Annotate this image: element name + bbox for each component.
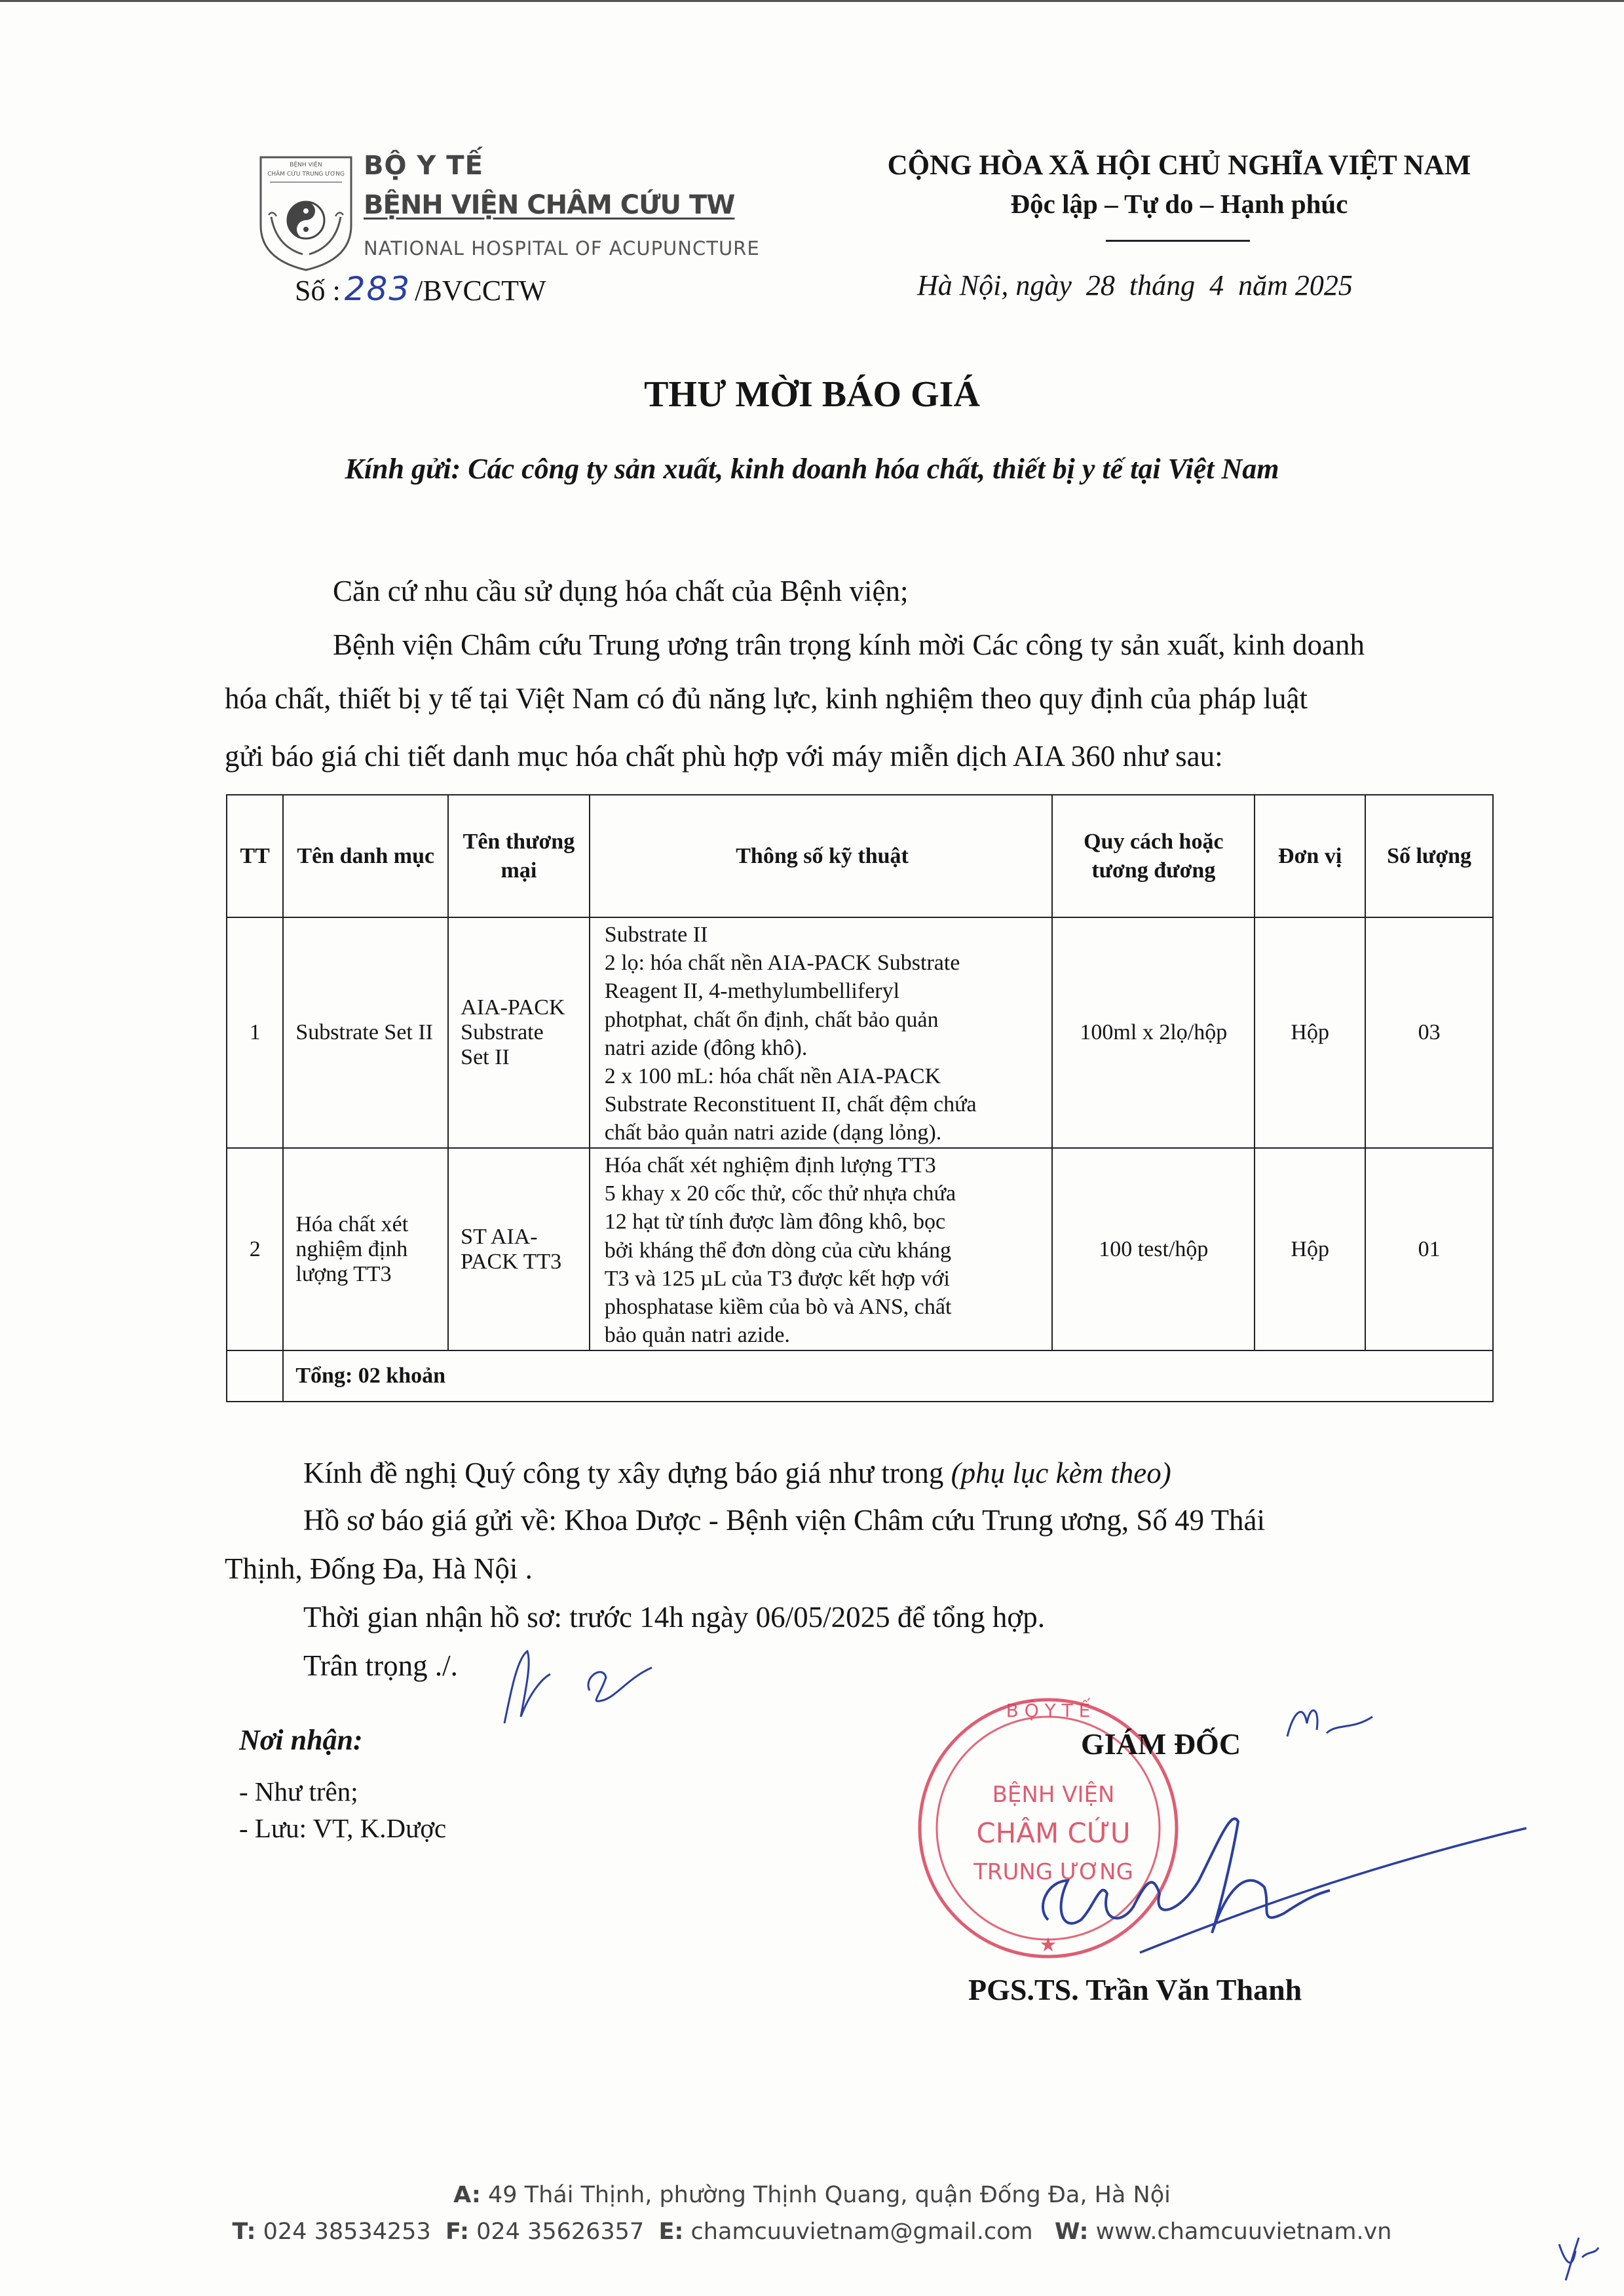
closing-line-1-italic: (phụ lục kèm theo) (951, 1457, 1171, 1489)
intro-line-3: hóa chất, thiết bị y tế tại Việt Nam có đủ năng lực, kinh nghiệm theo quy định của pháp luật (225, 682, 1308, 715)
seal-ring-text: B Ộ Y T Ế (1006, 1700, 1091, 1721)
website-label: W: (1054, 2219, 1089, 2245)
spec-line: Substrate Reconstituent II, chất đệm chứa (604, 1092, 977, 1117)
cell-ten-danh-muc: Substrate Set II (283, 917, 448, 1148)
motto-underline (1106, 240, 1250, 242)
cell-empty (227, 1350, 283, 1402)
closing-line-5: Trân trọng ./. (303, 1649, 458, 1682)
scan-top-edge (0, 0, 1624, 2)
closing-line-1 (303, 1456, 1171, 1490)
intro-line-4: gửi báo giá chi tiết danh mục hóa chất phù hợp với máy miễn dịch AIA 360 như sau: (225, 740, 1223, 773)
email-label: E: (658, 2219, 684, 2245)
cell-tt: 2 (227, 1148, 283, 1350)
recipient-item: - Như trên; (239, 1776, 358, 1807)
table-header-row (227, 795, 1493, 917)
logo-text-mid: CHÂM CỨU TRUNG ƯƠNG (267, 171, 345, 178)
document-title: THƯ MỜI BÁO GIÁ (644, 374, 980, 415)
recipients-label: Nơi nhận: (239, 1724, 363, 1756)
col-so-luong: Số lượng (1365, 795, 1493, 917)
org-ministry: BỘ Y TẾ (364, 151, 483, 181)
hospital-logo (257, 155, 355, 271)
col-ten-thuong-mai: Tên thương mại (448, 795, 590, 917)
signer-name: PGS.TS. Trần Văn Thanh (968, 1973, 1302, 2006)
table-row (227, 1148, 1493, 1350)
logo-text-top: BỆNH VIỆN (290, 162, 322, 168)
col-tt: TT (227, 795, 283, 917)
phone-text: 024 38534253 (263, 2219, 431, 2245)
signer-position: GIÁM ĐỐC (1081, 1727, 1241, 1761)
doc-number-label: Số : (295, 275, 341, 307)
spec-line: Reagent II, 4-methylumbelliferyl (604, 979, 900, 1004)
cell-tt: 1 (227, 917, 283, 1148)
spec-line: 2 lọ: hóa chất nền AIA-PACK Substrate (604, 951, 960, 976)
table-row (227, 917, 1493, 1148)
fax-label: F: (445, 2219, 469, 2245)
national-motto: Độc lập – Tự do – Hạnh phúc (1010, 189, 1348, 219)
org-english: NATIONAL HOSPITAL OF ACUPUNCTURE (364, 237, 760, 259)
cell-ten-danh-muc: Hóa chất xét nghiệm định lượng TT3 (283, 1148, 448, 1350)
spec-line: 12 hạt từ tính được làm đông khô, bọc (604, 1210, 946, 1234)
spec-line: phosphatase kiềm của bò và ANS, chất (604, 1294, 952, 1319)
spec-line: 5 khay x 20 cốc thử, cốc thử nhựa chứa (604, 1181, 956, 1206)
col-quy-cach: Quy cách hoặc tương đương (1052, 795, 1255, 917)
cell-quy-cach: 100 test/hộp (1052, 1148, 1255, 1350)
position-initials (1281, 1697, 1379, 1756)
cell-so-luong: 03 (1365, 917, 1493, 1148)
corner-initials (1553, 2225, 1605, 2284)
cell-so-luong: 01 (1365, 1148, 1493, 1350)
org-hospital: BỆNH VIỆN CHÂM CỨU TW (364, 190, 735, 220)
footer-address (0, 2182, 1624, 2208)
spec-line: photphat, chất ổn định, chất bảo quản (604, 1007, 939, 1032)
cell-thong-so (590, 1148, 1053, 1350)
spec-line: Hóa chất xét nghiệm định lượng TT3 (604, 1153, 936, 1177)
intro-line-2: Bệnh viện Châm cứu Trung ương trân trọng kính mời Các công ty sản xuất, kinh doanh (333, 628, 1365, 661)
phone-label: T: (232, 2219, 256, 2245)
address-label: A: (453, 2182, 481, 2208)
closing-line-3: Thịnh, Đống Đa, Hà Nội . (225, 1552, 533, 1585)
cell-ten-thuong-mai: AIA-PACK Substrate Set II (448, 917, 590, 1148)
initial-signature (491, 1638, 662, 1736)
svg-text:★: ★ (1039, 1934, 1057, 1956)
seal-text-3: TRUNG ƯƠNG (973, 1859, 1133, 1885)
document-number (295, 270, 546, 308)
spec-line: 2 x 100 mL: hóa chất nền AIA-PACK (604, 1063, 941, 1088)
spec-line: bảo quản natri azide. (604, 1323, 790, 1348)
national-title: CỘNG HÒA XÃ HỘI CHỦ NGHĨA VIỆT NAM (887, 150, 1471, 181)
spec-line: natri azide (đông khô). (604, 1035, 808, 1060)
doc-number-handwritten: 283 (344, 270, 411, 308)
cell-don-vi: Hộp (1255, 917, 1365, 1148)
footer-contacts (0, 2219, 1624, 2245)
email-text: chamcuuvietnam@gmail.com (690, 2219, 1033, 2245)
seal-text-1: BỆNH VIỆN (992, 1782, 1115, 1808)
recipient-item: - Lưu: VT, K.Dược (239, 1813, 447, 1843)
cell-don-vi: Hộp (1255, 1148, 1365, 1350)
cell-total: Tổng: 02 khoản (283, 1350, 1493, 1402)
intro-line-1: Căn cứ nhu cầu sử dụng hóa chất của Bệnh viện; (333, 575, 909, 607)
col-thong-so: Thông số kỹ thuật (590, 795, 1053, 917)
website-text: www.chamcuuvietnam.vn (1095, 2219, 1392, 2245)
col-don-vi: Đơn vị (1255, 795, 1365, 917)
cell-quy-cach: 100ml x 2lọ/hộp (1052, 917, 1255, 1148)
address-text: 49 Thái Thịnh, phường Thịnh Quang, quận Đống Đa, Hà Nội (488, 2182, 1171, 2208)
fax-text: 024 35626357 (476, 2219, 645, 2245)
document-date: Hà Nội, ngày 28 tháng 4 năm 2025 (917, 269, 1353, 301)
col-ten-danh-muc: Tên danh mục (283, 795, 448, 917)
spec-line: bởi kháng thể đơn dòng của cừu kháng (604, 1238, 952, 1263)
recipient-line: Kính gửi: Các công ty sản xuất, kinh doanh hóa chất, thiết bị y tế tại Việt Nam (345, 453, 1279, 485)
spec-line: Substrate II (604, 923, 708, 947)
spec-line: chất bảo quản natri azide (dạng lỏng). (604, 1120, 942, 1145)
director-signature (1022, 1782, 1533, 1979)
closing-line-2: Hồ sơ báo giá gửi về: Khoa Dược - Bệnh viện Châm cứu Trung ương, Số 49 Thái (303, 1504, 1265, 1537)
seal-text-2: CHÂM CỨU (976, 1817, 1131, 1849)
cell-thong-so (590, 917, 1053, 1148)
table-total-row (227, 1350, 1493, 1402)
cell-ten-thuong-mai: ST AIA-PACK TT3 (448, 1148, 590, 1350)
doc-number-suffix: /BVCCTW (415, 275, 546, 307)
spec-line: T3 và 125 µL của T3 được kết hợp với (604, 1266, 950, 1291)
closing-line-4: Thời gian nhận hồ sơ: trước 14h ngày 06/05/2025 để tổng hợp. (303, 1601, 1045, 1634)
items-table (226, 794, 1494, 1402)
closing-line-1-main: Kính đề nghị Quý công ty xây dựng báo giá như trong (303, 1457, 951, 1489)
